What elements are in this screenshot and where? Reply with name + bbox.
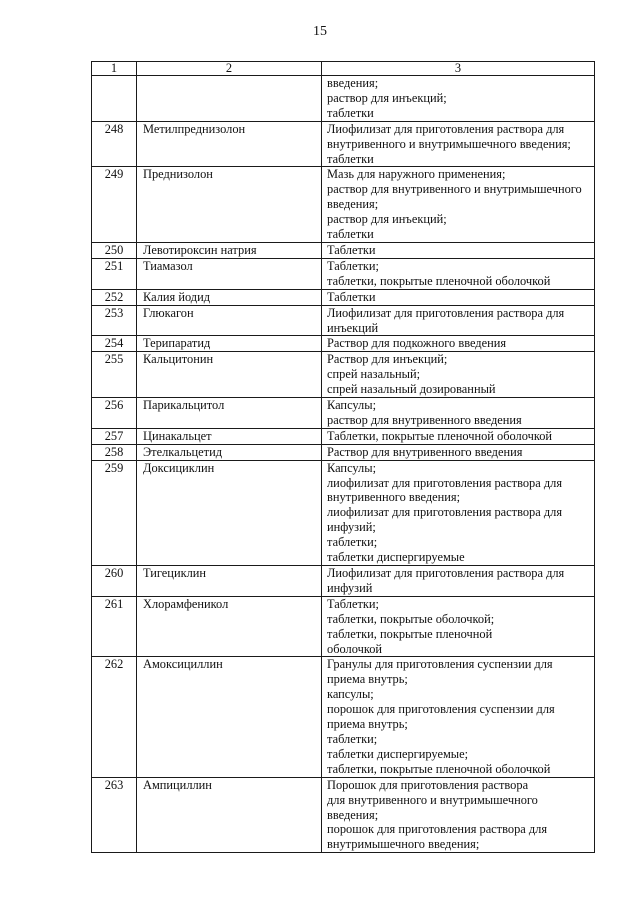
column-header-forms: 3 (322, 62, 595, 76)
table-row (92, 167, 595, 243)
dosage-forms (322, 566, 595, 597)
dosage-form-line: Мазь для наружного применения; (327, 167, 506, 182)
dosage-forms (322, 76, 595, 122)
dosage-form-line: Капсулы; (327, 398, 377, 413)
dosage-forms (322, 305, 595, 336)
table-row (92, 305, 595, 336)
drug-name: Тигециклин (137, 566, 322, 597)
table-row (92, 76, 595, 122)
dosage-form-line: приема внутрь; (327, 672, 408, 687)
row-number: 257 (92, 428, 137, 444)
dosage-form-line: введения; (327, 76, 379, 90)
row-number: 248 (92, 121, 137, 167)
dosage-forms (322, 336, 595, 352)
dosage-form-line: лиофилизат для приготовления раствора для (327, 505, 563, 520)
dosage-form-line: таблетки; (327, 535, 378, 550)
drug-name (137, 76, 322, 122)
dosage-form-line: Капсулы; (327, 460, 377, 475)
dosage-form-line: порошок для приготовления раствора для (327, 822, 548, 837)
drug-name: Тиамазол (137, 258, 322, 289)
dosage-form-line: таблетки (327, 105, 374, 120)
drug-table (91, 61, 595, 853)
drug-name: Этелкальцетид (137, 444, 322, 460)
page-number: 15 (313, 24, 327, 39)
dosage-forms (322, 289, 595, 305)
table-row (92, 596, 595, 657)
row-number: 263 (92, 777, 137, 853)
dosage-form-line: капсулы; (327, 687, 374, 702)
dosage-forms (322, 352, 595, 398)
dosage-form-line: таблетки диспергируемые; (327, 746, 469, 761)
table-body (92, 76, 595, 853)
dosage-forms (322, 444, 595, 460)
dosage-form-line: таблетки, покрытые пленочной оболочкой (327, 273, 551, 288)
drug-name: Кальцитонин (137, 352, 322, 398)
dosage-form-line: спрей назальный; (327, 367, 421, 382)
dosage-form-line: приема внутрь; (327, 717, 408, 732)
dosage-form-line: введения; (327, 807, 379, 822)
dosage-form-line: Лиофилизат для приготовления раствора для (327, 121, 565, 136)
table-row (92, 398, 595, 429)
row-number: 255 (92, 352, 137, 398)
drug-name: Калия йодид (137, 289, 322, 305)
row-number: 249 (92, 167, 137, 243)
dosage-form-line: Раствор для подкожного введения (327, 336, 507, 351)
dosage-form-line: таблетки, покрытые оболочкой; (327, 611, 495, 626)
drug-name: Левотироксин натрия (137, 242, 322, 258)
table-row (92, 352, 595, 398)
drug-name: Метилпреднизолон (137, 121, 322, 167)
drug-name: Терипаратид (137, 336, 322, 352)
table-row (92, 566, 595, 597)
dosage-forms (322, 167, 595, 243)
dosage-forms (322, 460, 595, 565)
dosage-form-line: раствор для инъекций; (327, 212, 447, 227)
dosage-forms (322, 657, 595, 777)
drug-name: Хлорамфеникол (137, 596, 322, 657)
dosage-form-line: Таблетки (327, 289, 376, 304)
row-number (92, 76, 137, 122)
dosage-form-line: Раствор для внутривенного введения (327, 444, 523, 459)
dosage-forms (322, 121, 595, 167)
row-number: 259 (92, 460, 137, 565)
row-number: 253 (92, 305, 137, 336)
dosage-form-line: для внутривенного и внутримышечного (327, 792, 538, 807)
row-number: 252 (92, 289, 137, 305)
table-row (92, 777, 595, 853)
row-number: 250 (92, 242, 137, 258)
drug-name: Доксициклин (137, 460, 322, 565)
dosage-form-line: внутривенного введения; (327, 490, 461, 505)
table-row (92, 258, 595, 289)
dosage-form-line: Порошок для приготовления раствора (327, 777, 529, 792)
dosage-form-line: Гранулы для приготовления суспензии для (327, 657, 553, 672)
dosage-form-line: порошок для приготовления суспензии для (327, 702, 555, 717)
dosage-form-line: таблетки, покрытые пленочной оболочкой (327, 761, 551, 776)
dosage-form-line: таблетки (327, 227, 374, 242)
row-number: 262 (92, 657, 137, 777)
table-row (92, 460, 595, 565)
dosage-forms (322, 777, 595, 853)
dosage-forms (322, 596, 595, 657)
dosage-form-line: таблетки диспергируемые (327, 550, 465, 565)
dosage-form-line: раствор для внутривенного и внутримышечного (327, 182, 582, 197)
dosage-form-line: инъекций (327, 320, 379, 335)
table-header-row (92, 62, 595, 76)
dosage-form-line: введения; (327, 197, 379, 212)
drug-name: Преднизолон (137, 167, 322, 243)
row-number: 251 (92, 258, 137, 289)
row-number: 256 (92, 398, 137, 429)
dosage-form-line: раствор для внутривенного введения (327, 412, 522, 427)
dosage-forms (322, 258, 595, 289)
dosage-form-line: оболочкой (327, 641, 383, 656)
row-number: 260 (92, 566, 137, 597)
table-row (92, 121, 595, 167)
dosage-form-line: таблетки, покрытые пленочной (327, 626, 493, 641)
row-number: 261 (92, 596, 137, 657)
dosage-forms (322, 428, 595, 444)
drug-name: Ампициллин (137, 777, 322, 853)
dosage-forms (322, 398, 595, 429)
dosage-form-line: Таблетки; (327, 258, 379, 273)
table-row (92, 444, 595, 460)
dosage-form-line: Таблетки, покрытые пленочной оболочкой (327, 428, 553, 443)
dosage-form-line: таблетки (327, 151, 374, 166)
column-header-number: 1 (92, 62, 137, 76)
dosage-form-line: инфузий; (327, 520, 376, 535)
dosage-forms (322, 242, 595, 258)
table-row (92, 336, 595, 352)
drug-name: Цинакальцет (137, 428, 322, 444)
dosage-form-line: Лиофилизат для приготовления раствора для (327, 305, 565, 320)
table-row (92, 657, 595, 777)
dosage-form-line: спрей назальный дозированный (327, 382, 496, 397)
dosage-form-line: лиофилизат для приготовления раствора для (327, 475, 563, 490)
dosage-form-line: внутримышечного введения; (327, 837, 480, 852)
column-header-name: 2 (137, 62, 322, 76)
table-row (92, 242, 595, 258)
dosage-form-line: раствор для инъекций; (327, 90, 447, 105)
dosage-form-line: Раствор для инъекций; (327, 352, 448, 367)
row-number: 254 (92, 336, 137, 352)
table-row (92, 289, 595, 305)
dosage-form-line: Таблетки; (327, 596, 379, 611)
drug-name: Амоксициллин (137, 657, 322, 777)
drug-name: Глюкагон (137, 305, 322, 336)
dosage-form-line: Таблетки (327, 242, 376, 257)
dosage-form-line: инфузий (327, 580, 373, 595)
dosage-form-line: внутривенного и внутримышечного введения; (327, 136, 571, 151)
dosage-form-line: таблетки; (327, 731, 378, 746)
table-row (92, 428, 595, 444)
drug-name: Парикальцитол (137, 398, 322, 429)
row-number: 258 (92, 444, 137, 460)
dosage-form-line: Лиофилизат для приготовления раствора для (327, 566, 565, 580)
